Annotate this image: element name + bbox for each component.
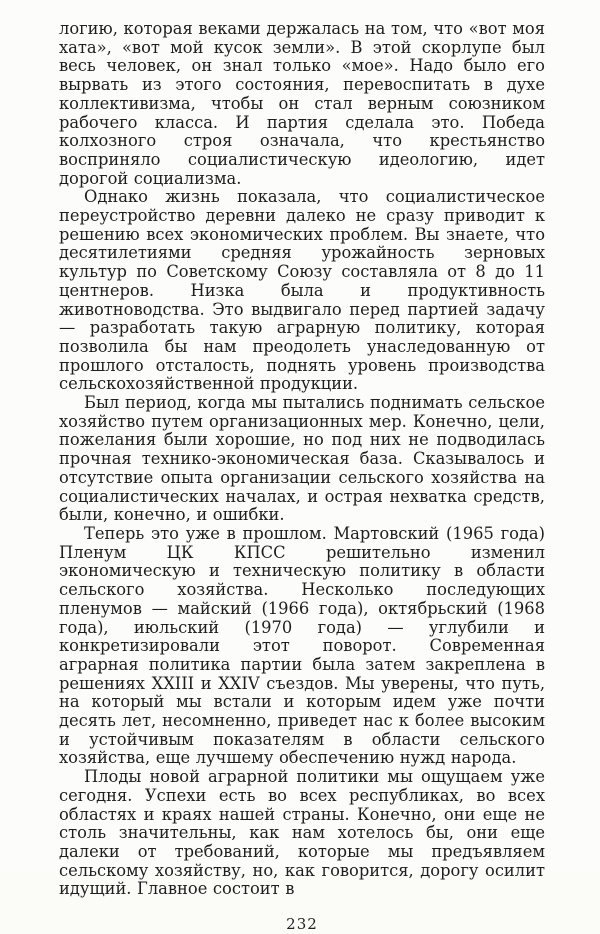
paragraph-2: Однако жизнь показала, что социалистическое переустройство деревни далеко не сразу приводит к решению всех экономических проблем. Вы знаете, что десятилетиями средняя урожайность зерновых культур по Советскому Союзу составляла от 8 до 11 центнеров. Низка была и продуктивность животноводства. Это выдвигало перед партией задачу — разработать такую аграрную политику, которая позволила бы нам преодолеть унаследованную от прошлого отсталость, поднять уровень производства сельскохозяйственной продукции. [59,187,545,394]
paragraph-3: Был период, когда мы пытались поднимать сельское хозяйство путем организационных мер. Конечно, цели, пожелания были хорошие, но под них не подводилась прочная технико-экономическая база. Сказывалось и отсутствие опыта организации сельского хозяйства на социалистических началах, и острая нехватка средств, были, конечно, и ошибки. [59,393,545,525]
paragraph-5: Плоды новой аграрной политики мы ощущаем уже сегодня. Успехи есть во всех республиках, во всех областях и краях нашей страны. Конечно, они еще не столь значительны, как нам хотелось бы, они еще далеки от требований, которые мы предъявляем сельскому хозяйству, но, как говорится, дорогу осилит идущий. Главное состоит в [59,767,545,899]
paragraph-4: Теперь это уже в прошлом. Мартовский (1965 года) Пленум ЦК КПСС решительно изменил экономическую и техническую политику в области сельского хозяйства. Несколько последующих пленумов — майский (1966 года), октябрьский (1968 года), июльский (1970 года) — углубили и конкретизировали этот поворот. Современная аграрная политика партии была затем закреплена в решениях XXIII и XXIV съездов. Мы уверены, что путь, на который мы встали и которым идем уже почти десять лет, несомненно, приведет нас к более высоким и устойчивым показателям в области сельского хозяйства, еще лучшему обеспечению нужд народа. [59,523,545,768]
paragraph-continuation: логию, которая веками держалась на том, что «вот моя хата», «вот мой кусок земли». В этой скорлупе был весь человек, он знал только «мое». Надо было его вырвать из этого состояния, перевоспитать в духе коллективизма, чтобы он стал верным союзником рабочего класса. И партия сделала это. Победа колхозного строя означала, что крестьянство восприняло социалистическую идеологию, идет дорогой социализма. [59,19,545,188]
page-number: 232 [286,915,318,934]
